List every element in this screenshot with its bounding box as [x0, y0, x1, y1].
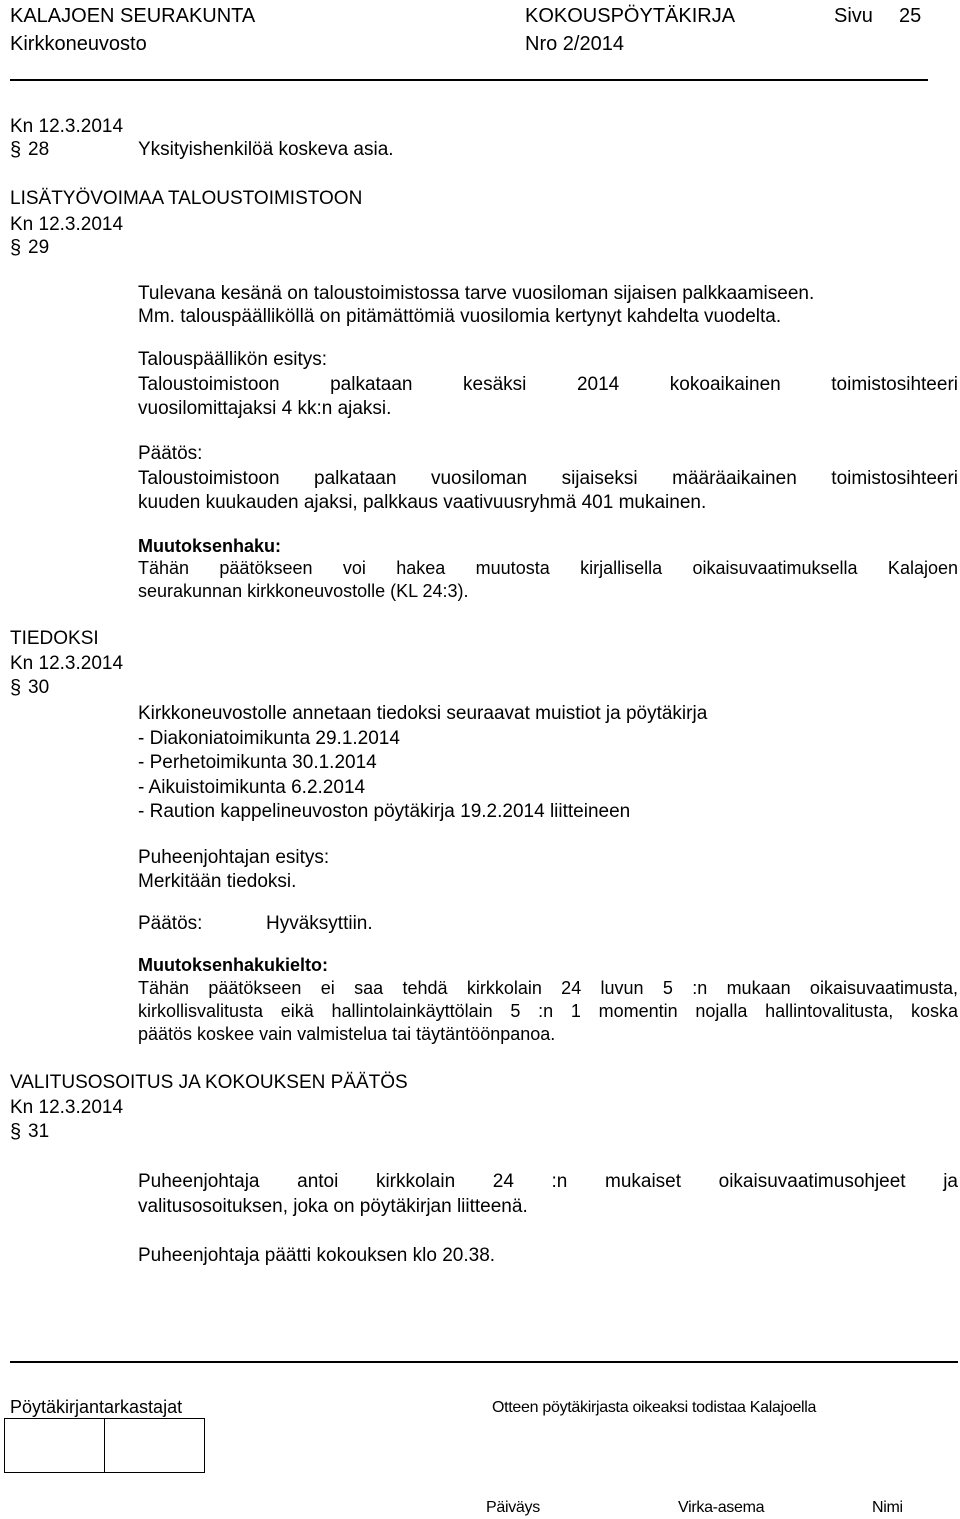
s28-date: Kn 12.3.2014 [10, 116, 124, 137]
s31-line2: valitusosoituksen, joka on pöytäkirjan liitteenä. [138, 1196, 528, 1217]
header-rule [10, 79, 928, 81]
header-body: Kirkkoneuvosto [10, 33, 147, 55]
s30-item: - Raution kappelineuvoston pöytäkirja 19.2.2014 liitteineen [138, 801, 631, 822]
s30-item: - Perhetoimikunta 30.1.2014 [138, 752, 377, 773]
s30-ban-line3: päätös koskee vain valmistelua tai täytäntöönpanoa. [138, 1024, 556, 1044]
s28-text: Yksityishenkilöä koskeva asia. [138, 139, 394, 160]
header-page-label: Sivu [834, 5, 873, 27]
s30-ban-label: Muutoksenhakukielto: [138, 955, 329, 975]
header-doc-type: KOKOUSPÖYTÄKIRJA [525, 5, 736, 27]
s29-appeal-label: Muutoksenhaku: [138, 536, 282, 556]
header-number: Nro 2/2014 [525, 33, 624, 55]
section-sign-icon: § [10, 139, 22, 161]
s29-title: LISÄTYÖVOIMAA TALOUSTOIMISTOON [10, 188, 363, 209]
footer-rule [10, 1361, 958, 1363]
s29-decision-line2: kuuden kuukauden ajaksi, palkkaus vaativuusryhmä 401 mukainen. [138, 492, 707, 513]
footer-reviewers-label: Pöytäkirjantarkastajat [10, 1397, 183, 1417]
s30-decision-label: Päätös: [138, 913, 203, 934]
s30-proposal-label: Puheenjohtajan esitys: [138, 847, 330, 868]
s29-decision-label: Päätös: [138, 443, 203, 464]
s30-intro: Kirkkoneuvostolle annetaan tiedoksi seuraavat muistiot ja pöytäkirja [138, 703, 708, 724]
reviewer-signature-box [104, 1418, 205, 1473]
s29-intro-line1: Tulevana kesänä on taloustoimistossa tarve vuosiloman sijaisen palkkaamiseen. [138, 283, 815, 304]
footer-name-label: Nimi [872, 1499, 903, 1516]
s30-item: - Diakoniatoimikunta 29.1.2014 [138, 728, 400, 749]
reviewer-signature-box [4, 1418, 105, 1473]
s30-proposal-text: Merkitään tiedoksi. [138, 871, 297, 892]
s31-closing: Puheenjohtaja päätti kokouksen klo 20.38. [138, 1245, 496, 1266]
s30-ban-line1: Tähän päätökseen ei saa tehdä kirkkolain 24 luvun 5 :n mukaan oikaisuvaatimusta, [138, 978, 958, 998]
s30-number: 30 [28, 677, 50, 698]
section-sign-icon: § [10, 1121, 22, 1143]
s31-title: VALITUSOSOITUS JA KOKOUKSEN PÄÄTÖS [10, 1072, 408, 1093]
s30-item: - Aikuistoimikunta 6.2.2014 [138, 777, 366, 798]
s29-decision-line1: Taloustoimistoon palkataan vuosiloman sijaiseksi määräaikainen toimistosihteeri [138, 468, 958, 489]
footer-date-label: Päiväys [486, 1499, 540, 1516]
header-page-number: 25 [899, 5, 922, 27]
s29-date: Kn 12.3.2014 [10, 214, 124, 235]
s31-date: Kn 12.3.2014 [10, 1097, 124, 1118]
s29-number: 29 [28, 237, 50, 258]
s29-intro-line2: Mm. talouspäälliköllä on pitämättömiä vuosilomia kertynyt kahdelta vuodelta. [138, 306, 782, 327]
s29-proposal-line2: vuosilomittajaksi 4 kk:n ajaksi. [138, 398, 392, 419]
s29-appeal-line1: Tähän päätökseen voi hakea muutosta kirjallisella oikaisuvaatimuksella Kalajoen [138, 558, 958, 578]
s30-title: TIEDOKSI [10, 628, 99, 649]
section-sign-icon: § [10, 237, 22, 259]
s29-appeal-line2: seurakunnan kirkkoneuvostolle (KL 24:3). [138, 581, 469, 601]
s30-decision-text: Hyväksyttiin. [266, 913, 373, 934]
s28-number: 28 [28, 139, 50, 160]
header-org: KALAJOEN SEURAKUNTA [10, 5, 256, 27]
s30-ban-line2: kirkollisvalitusta eikä hallintolainkäyttölain 5 :n 1 momentin nojalla hallintovalitusta, koska [138, 1001, 958, 1021]
s29-proposal-line1: Taloustoimistoon palkataan kesäksi 2014 kokoaikainen toimistosihteeri [138, 374, 958, 395]
section-sign-icon: § [10, 677, 22, 699]
s30-date: Kn 12.3.2014 [10, 653, 124, 674]
footer-certify-label: Otteen pöytäkirjasta oikeaksi todistaa Kalajoella [492, 1399, 817, 1416]
footer-office-label: Virka-asema [678, 1499, 765, 1516]
s29-proposal-label: Talouspäällikön esitys: [138, 349, 328, 370]
s31-line1: Puheenjohtaja antoi kirkkolain 24 :n mukaiset oikaisuvaatimusohjeet ja [138, 1171, 958, 1192]
s31-number: 31 [28, 1121, 50, 1142]
